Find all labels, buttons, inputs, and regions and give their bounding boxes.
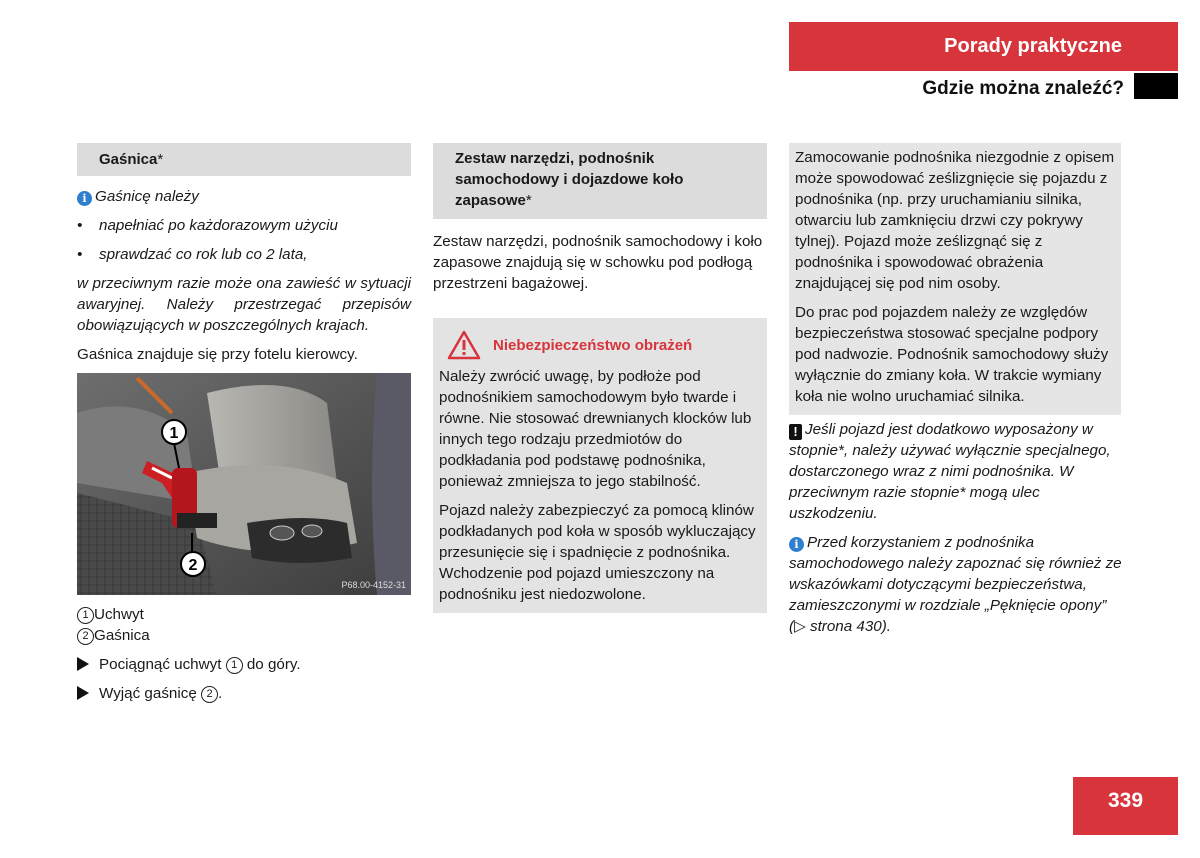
warning-triangle-icon (447, 330, 481, 360)
jack-warning-block (789, 143, 1121, 415)
location-paragraph: Gaśnica znajduje się przy fotelu kierowcy. (77, 346, 358, 363)
legend-item (77, 604, 411, 625)
info-note-text: Gaśnicę należy (95, 188, 199, 205)
subsection-title: Gdzie można znaleźć? (922, 78, 1124, 99)
info-icon: i (789, 537, 804, 552)
list-item (77, 215, 411, 236)
step-number: 1 (226, 657, 243, 674)
callout-1: 1 (169, 425, 179, 442)
toolkit-heading-text: Zestaw narzędzi, podnośnik samochodowy i dojazdowe koło zapasowe (455, 150, 684, 209)
info-note-text-end: strona 430). (805, 618, 892, 635)
info-note-text: Przed korzystaniem z podnośnika samochodowego należy zapoznać się również ze wskazówkami dotyczącymi bezpieczeństwa, zamieszczonymi w rozdziale „Pęknięcie opony” ( (789, 534, 1122, 635)
toolkit-heading (433, 143, 767, 219)
step-item (77, 683, 411, 704)
jack-warning-paragraph: Zamocowanie podnośnika niezgodnie z opisem może spowodować ześlizgnięcie się pojazdu z podnośnika (np. przy uruchamianiu silnika, otwarciu lub zamknięciu drzwi czy pokrywy tylnej). Pojazd może ześlizgnąć się z podnośnika i spowodować obrażenia znajdującej się pod nim osoby. (795, 149, 1115, 292)
list-item-text: napełniać po każdorazowym użyciu (99, 217, 338, 234)
callout-2: 2 (188, 557, 198, 574)
legend-number: 1 (77, 607, 94, 624)
section-title (789, 22, 1178, 71)
danger-title: Niebezpieczeństwo obrażeń (493, 336, 693, 354)
toolkit-intro: Zestaw narzędzi, podnośnik samochodowy i koło zapasowe znajdują się w schowku pod podłogą przestrzeni bagażowej. (433, 233, 763, 292)
step-arrow-icon (77, 686, 89, 700)
info-note (789, 532, 1123, 637)
info-note (77, 186, 411, 207)
section-title-text: Porady praktyczne (944, 35, 1122, 57)
legend-label: Gaśnica (94, 627, 150, 644)
legend-number: 2 (77, 628, 94, 645)
danger-paragraph: Pojazd należy zabezpieczyć za pomocą klinów podkładanych pod koła w sposób wykluczający przesunięcie się i spadnięcie z podnośnika. Wchodzenie pod pojazd umieszczony na podnośniku jest niedozwolone. (439, 502, 756, 603)
column-3 (789, 143, 1123, 637)
exclamation-icon: ! (789, 424, 802, 440)
bullet-icon: • (77, 246, 83, 263)
step-text: Pociągnąć uchwyt (99, 656, 226, 673)
step-text: Wyjąć gaśnicę (99, 685, 201, 702)
legend-label: Uchwyt (94, 606, 144, 623)
list-item (77, 244, 411, 265)
step-item (77, 654, 411, 675)
list-item-text: sprawdzać co rok lub co 2 lata, (99, 246, 308, 263)
danger-warning-box (433, 318, 767, 613)
extinguisher-heading (77, 143, 411, 176)
steps-note (789, 419, 1123, 524)
column-1 (77, 143, 411, 365)
step-number: 2 (201, 686, 218, 703)
info-icon: i (77, 191, 92, 206)
step-text-end: . (218, 685, 223, 702)
extinguisher-heading-text: Gaśnica (99, 151, 158, 168)
page-reference-arrow-icon: ▷ (794, 618, 806, 635)
danger-header (439, 330, 761, 360)
column-2 (433, 143, 767, 613)
optional-star: * (157, 151, 164, 168)
page-number-text: 339 (1107, 789, 1144, 812)
optional-star: * (525, 192, 532, 209)
steps-note-text: Jeśli pojazd jest dodatkowo wyposażony w stopnie*, należy używać wyłącznie specjalnego, dostarczonego wraz z nimi podnośnika. W przeciwnym razie stopnie* mogą ulec uszkodzeniu. (789, 421, 1111, 522)
step-text-end: do góry. (242, 656, 301, 673)
warning-paragraph: w przeciwnym razie może ona zawieść w sytuacji awaryjnej. Należy przestrzegać przepisów obowiązujących w poszczególnych krajach. (77, 275, 411, 334)
legend-item (77, 625, 411, 646)
page-number (1073, 777, 1178, 835)
car-seat-illustration (77, 373, 411, 595)
bullet-icon: • (77, 217, 83, 234)
step-arrow-icon (77, 657, 89, 671)
danger-paragraph: Należy zwrócić uwagę, by podłoże pod podnośnikiem samochodowym było twarde i równe. Nie stosować drewnianych klocków lub innych tego rodzaju przedmiotów do podkładania pod podstawę podnośnika, ponieważ zmniejsza to jego stabilność. (439, 368, 752, 490)
extinguisher-photo (77, 373, 411, 595)
figure-legend (77, 604, 411, 704)
thumb-tab-marker (1134, 73, 1178, 99)
figure-code: P68.00-4152-31 (341, 580, 406, 590)
jack-warning-paragraph: Do prac pod pojazdem należy ze względów bezpieczeństwa stosować specjalne podpory pod nadwozie. Podnośnik samochodowy służy wyłącznie do zmiany koła. W trakcie wymiany koła nie wolno uruchamiać silnika. (795, 304, 1109, 405)
